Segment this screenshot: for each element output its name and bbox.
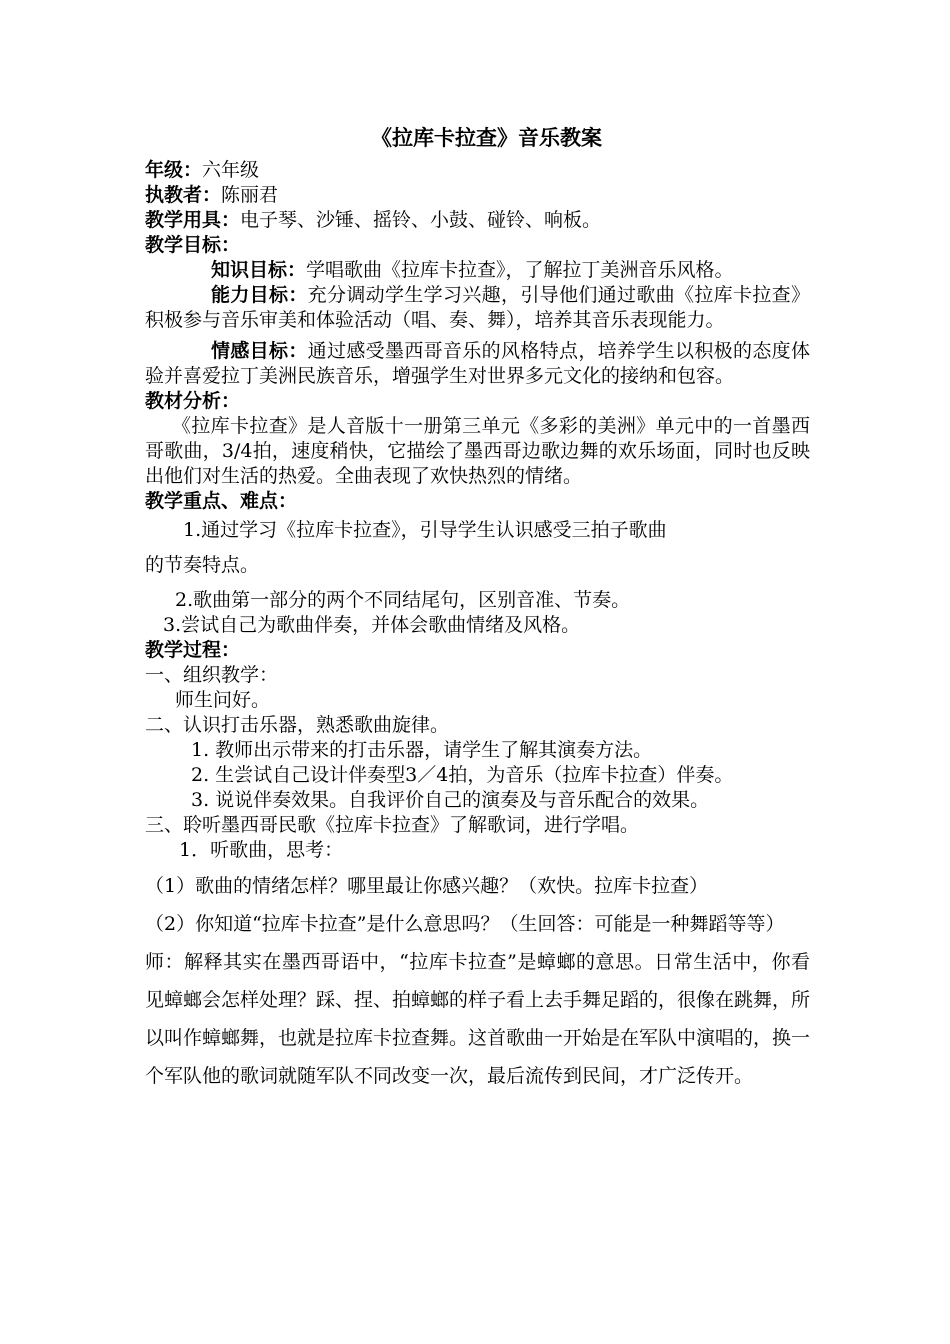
question-2: （2）你知道“拉库卡拉查”是什么意思吗？（生回答：可能是一种舞蹈等等）	[145, 913, 785, 935]
teacher-value: 陈丽君	[221, 184, 279, 206]
knowledge-goal	[145, 258, 810, 283]
teacher-line	[145, 183, 810, 208]
knowledge-label: 知识目标：	[211, 259, 307, 281]
step-2-item: 2. 生尝试自己设计伴奏型3／4拍，为音乐（拉库卡拉查）伴奏。	[191, 764, 734, 786]
document-title: 《拉库卡拉查》音乐教案	[371, 125, 602, 150]
knowledge-text: 学唱歌曲《拉库卡拉查》，了解拉丁美洲音乐风格。	[306, 259, 734, 281]
focus-item-1a: 1.通过学习《拉库卡拉查》，引导学生认识感受三拍子歌曲	[183, 519, 667, 541]
tools-value: 电子琴、沙锤、摇铃、小鼓、碰铃、响板。	[240, 209, 602, 231]
grade-label: 年级：	[145, 159, 203, 181]
step-2-item: 3. 说说伴奏效果。自我评价自己的演奏及与音乐配合的效果。	[191, 789, 710, 811]
tools-line	[145, 208, 810, 233]
focus-heading: 教学重点、难点：	[145, 490, 298, 512]
teacher-explanation: 师：解释其实在墨西哥语中，“拉库卡拉查”是蟑螂的意思。日常生活中，你看见蟑螂会怎样处理？踩、捏、拍蟑螂的样子看上去手舞足蹈的，很像在跳舞，所以叫作蟑螂舞，也就是拉库卡拉查舞。这首歌曲一开始是在军队中演唱的，换一个军队他的歌词就随军队不同改变一次，最后流传到民间，才广泛传开。	[145, 951, 811, 1087]
teacher-label: 执教者：	[145, 184, 222, 206]
emotion-text: 通过感受墨西哥音乐的风格特点，培养学生以积极的态度体验并喜爱拉丁美洲民族音乐，增强学生对世界多元文化的接纳和包容。	[145, 340, 810, 387]
step-1: 一、组织教学：	[145, 664, 279, 686]
step-3-1: 1．听歌曲，思考：	[179, 839, 344, 861]
focus-item-3: 3.尝试自己为歌曲伴奏，并体会歌曲情绪及风格。	[163, 614, 581, 636]
question-1: （1）歌曲的情绪怎样？哪里最让你感兴趣？（欢快。拉库卡拉查）	[145, 875, 709, 897]
ability-goal	[145, 283, 810, 333]
step-2-item: 1. 教师出示带来的打击乐器，请学生了解其演奏方法。	[191, 739, 653, 761]
emotion-label: 情感目标：	[211, 340, 308, 362]
ability-label: 能力目标：	[211, 284, 308, 306]
step-2: 二、认识打击乐器，熟悉歌曲旋律。	[145, 714, 450, 736]
grade-line	[145, 158, 810, 183]
emotion-goal	[145, 339, 810, 389]
step-1-text: 师生问好。	[175, 689, 271, 711]
process-heading: 教学过程：	[145, 639, 241, 661]
tools-label: 教学用具：	[145, 209, 241, 231]
analysis-text: 《拉库卡拉查》是人音版十一册第三单元《多彩的美洲》单元中的一首墨西哥歌曲，3/4拍，速度稍快，它描绘了墨西哥边歌边舞的欢乐场面，同时也反映出他们对生活的热爱。全曲表现了欢快热烈的情绪。	[145, 415, 810, 487]
goals-heading: 教学目标：	[145, 234, 241, 256]
focus-item-2: 2.歌曲第一部分的两个不同结尾句，区别音准、节奏。	[175, 589, 631, 611]
focus-item-1b: 的节奏特点。	[145, 554, 260, 576]
ability-text: 充分调动学生学习兴趣，引导他们通过歌曲《拉库卡拉查》积极参与音乐审美和体验活动（唱、奏、舞），培养其音乐表现能力。	[145, 284, 810, 331]
step-3: 三、聆听墨西哥民歌《拉库卡拉查》了解歌词，进行学唱。	[145, 814, 640, 836]
grade-value: 六年级	[202, 159, 260, 181]
lesson-plan-document	[145, 118, 810, 1095]
analysis-heading: 教材分析：	[145, 390, 241, 412]
